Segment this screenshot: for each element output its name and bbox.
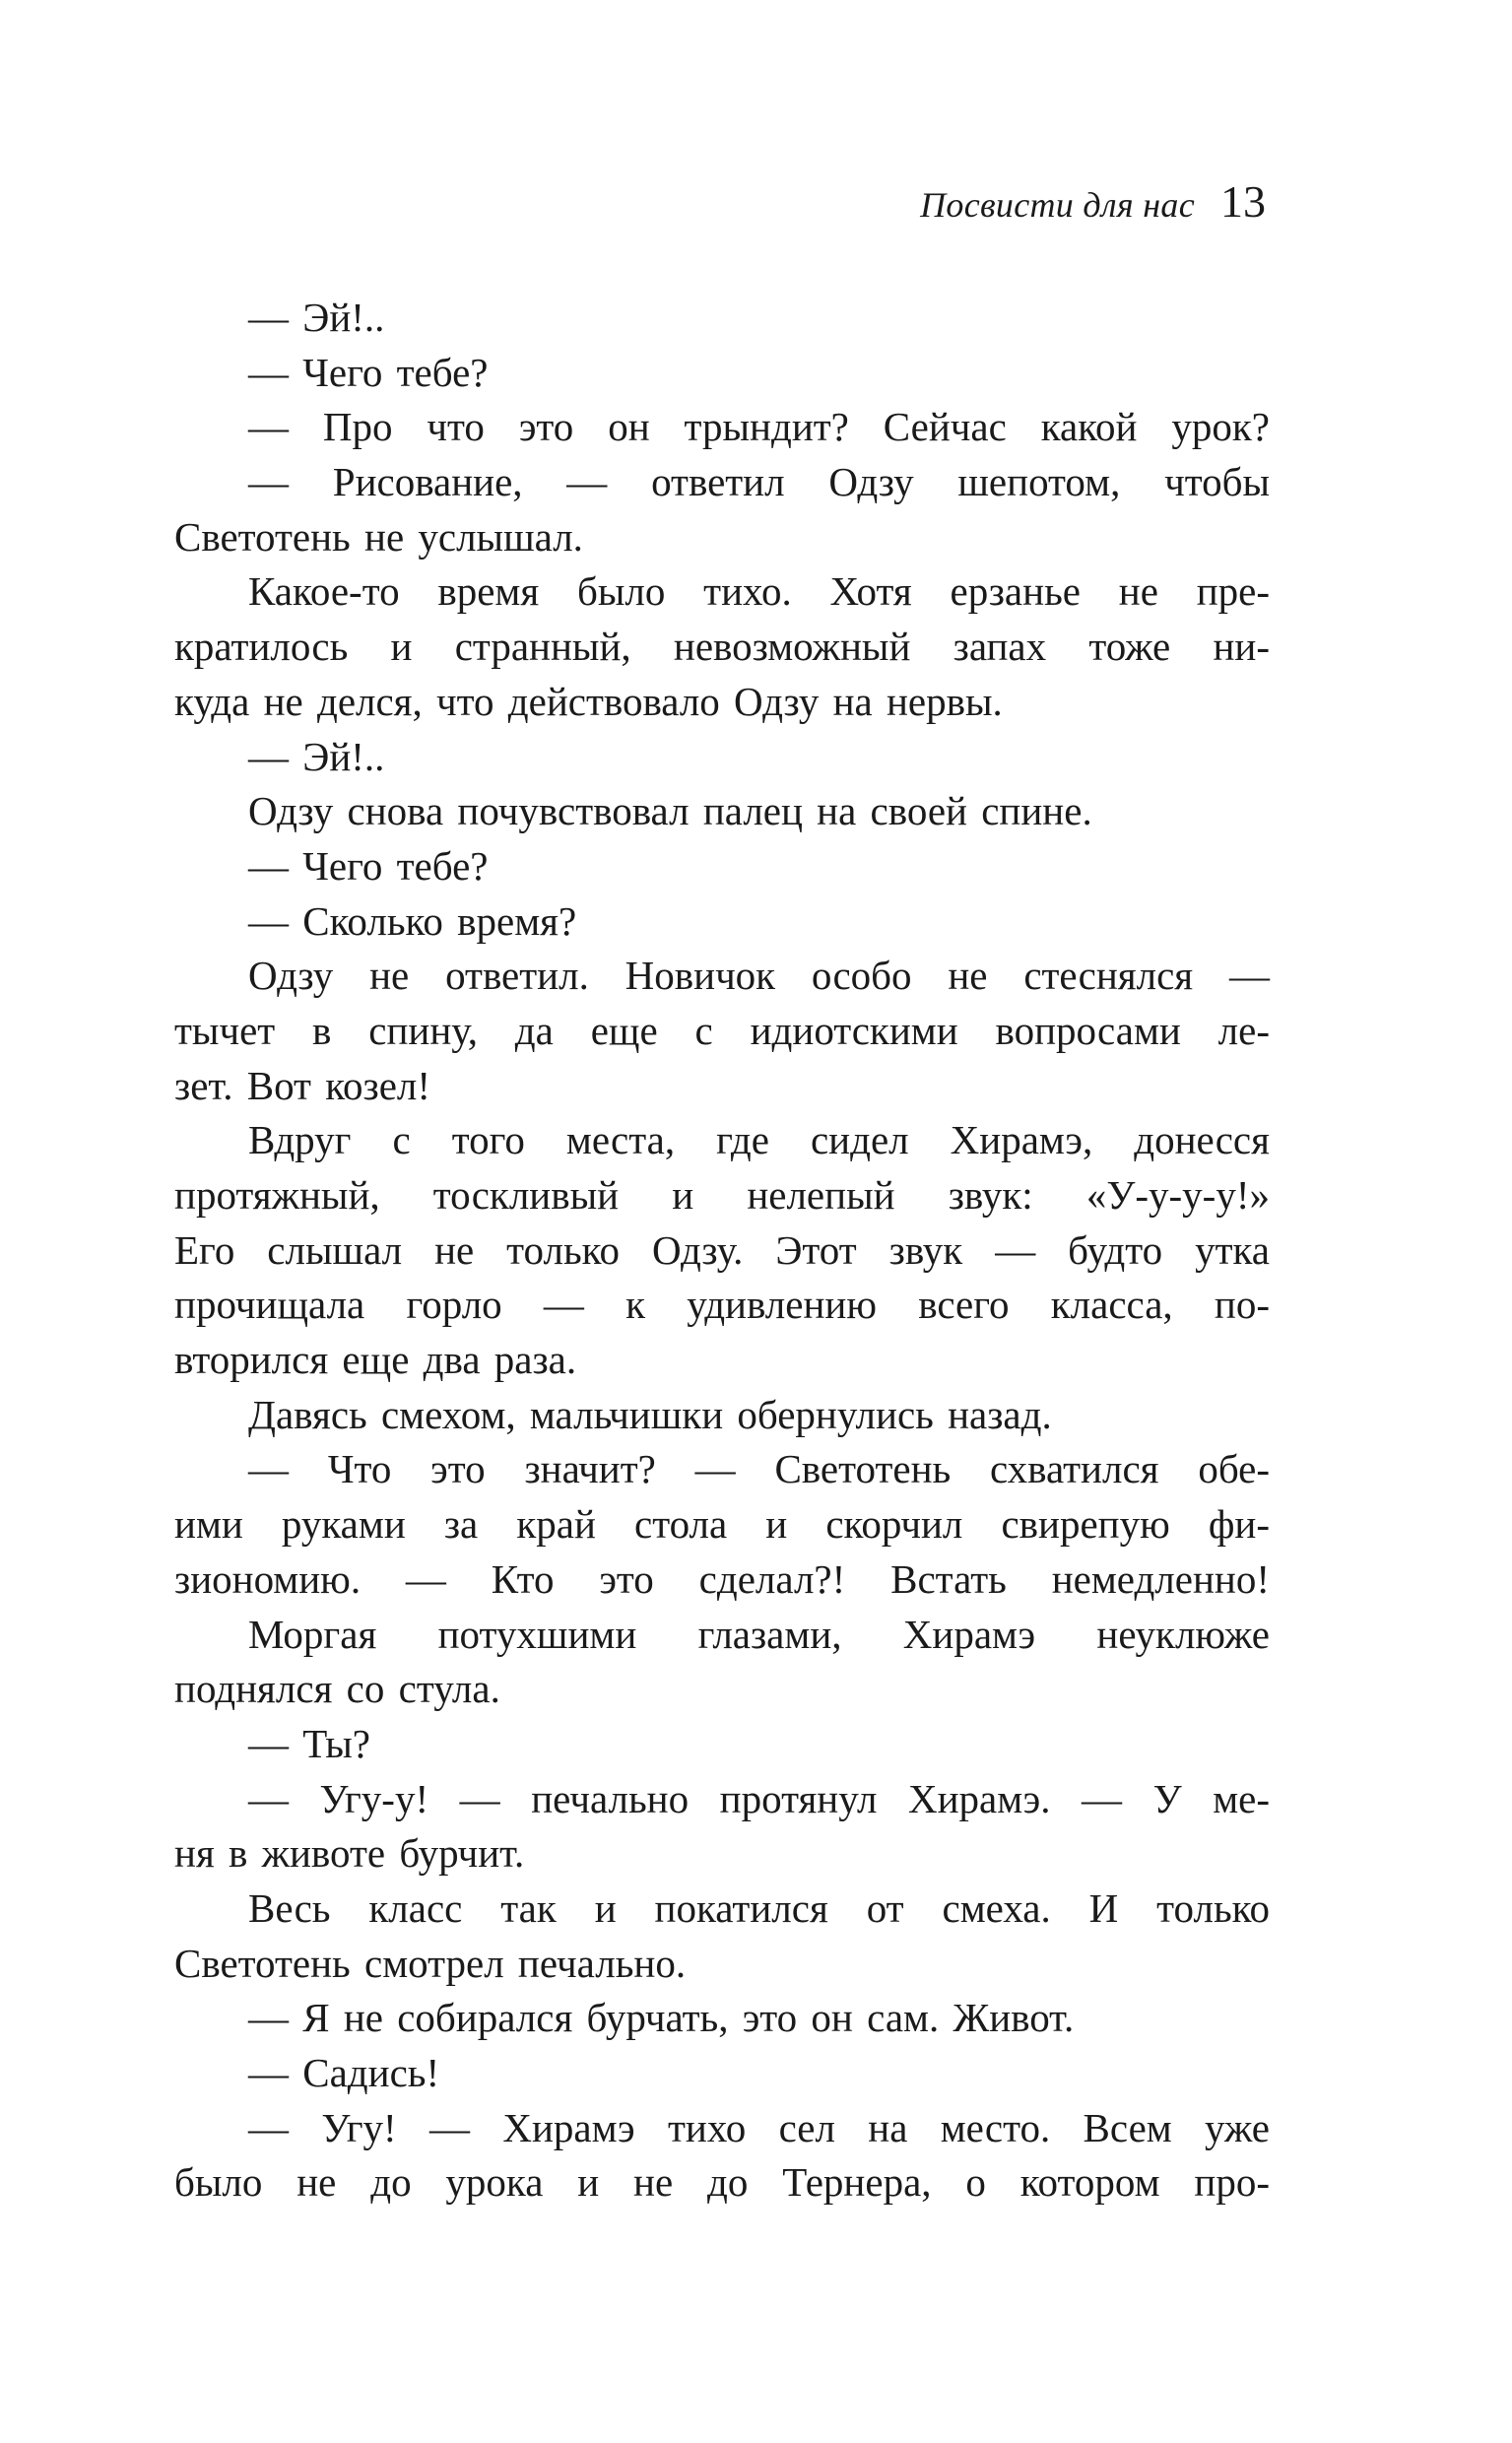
- text-line: зет. Вот козел!: [174, 1062, 431, 1108]
- text-line: — Сколько время?: [248, 897, 577, 944]
- running-title: Посвисти для нас: [920, 185, 1195, 225]
- text-line: Одзу не ответил. Новичок особо не стеснялся —: [248, 953, 1270, 999]
- text-line: Одзу снова почувствовал палец на своей спине.: [248, 788, 1092, 834]
- text-line: тычет в спину, да еще с идиотскими вопросами ле-: [174, 1007, 1270, 1053]
- text-line: — Про что это он трындит? Сейчас какой урок?: [248, 404, 1270, 450]
- text-line: зиономию. — Кто это сделал?! Встать немедленно!: [174, 1555, 1270, 1602]
- running-head: [920, 175, 1266, 228]
- text-line: прочищала горло — к удивлению всего класса, по-: [174, 1282, 1270, 1328]
- text-line: ими руками за край стола и скорчил свирепую фи-: [174, 1501, 1270, 1548]
- text-line: куда не делся, что действовало Одзу на нервы.: [174, 678, 1003, 724]
- text-line: Весь класс так и покатился от смеха. И только: [248, 1884, 1270, 1931]
- text-line: Давясь смехом, мальчишки обернулись назад.: [248, 1391, 1052, 1437]
- text-line: Какое-то время было тихо. Хотя ерзанье не пре-: [248, 568, 1270, 615]
- text-line: было не до урока и не до Тернера, о котором про-: [174, 2159, 1270, 2206]
- text-line: Светотень смотрел печально.: [174, 1940, 687, 1986]
- text-line: Светотень не услышал.: [174, 513, 583, 560]
- text-line: — Рисование, — ответил Одзу шепотом, чтобы: [248, 459, 1270, 505]
- text-line: — Угу! — Хирамэ тихо сел на место. Всем уже: [248, 2104, 1270, 2150]
- body-text: [174, 291, 1270, 2211]
- text-line: — Что это значит? — Светотень схватился обе-: [248, 1446, 1270, 1492]
- text-line: вторился еще два раза.: [174, 1337, 577, 1383]
- text-line: — Чего тебе?: [248, 349, 489, 395]
- text-line: Моргая потухшими глазами, Хирамэ неуклюже: [248, 1611, 1270, 1657]
- text-line: — Садись!: [248, 2050, 440, 2095]
- text-line: кратилось и странный, невозможный запах тоже ни-: [174, 624, 1270, 670]
- text-line: — Чего тебе?: [248, 842, 489, 889]
- text-line: Его слышал не только Одзу. Этот звук — будто утка: [174, 1226, 1270, 1273]
- page-number: 13: [1220, 176, 1266, 227]
- text-line: — Эй!..: [248, 295, 385, 340]
- text-line: ня в животе бурчит.: [174, 1830, 525, 1877]
- text-line: поднялся со стула.: [174, 1666, 500, 1712]
- text-line: — Ты?: [248, 1720, 370, 1766]
- text-line: — Угу-у! — печально протянул Хирамэ. — У ме-: [248, 1775, 1270, 1821]
- text-line: — Эй!..: [248, 733, 385, 779]
- text-line: протяжный, тоскливый и нелепый звук: «У-у-у-у!»: [174, 1172, 1270, 1218]
- text-line: — Я не собирался бурчать, это он сам. Живот.: [248, 1995, 1075, 2041]
- text-line: Вдруг с того места, где сидел Хирамэ, донесся: [248, 1117, 1270, 1163]
